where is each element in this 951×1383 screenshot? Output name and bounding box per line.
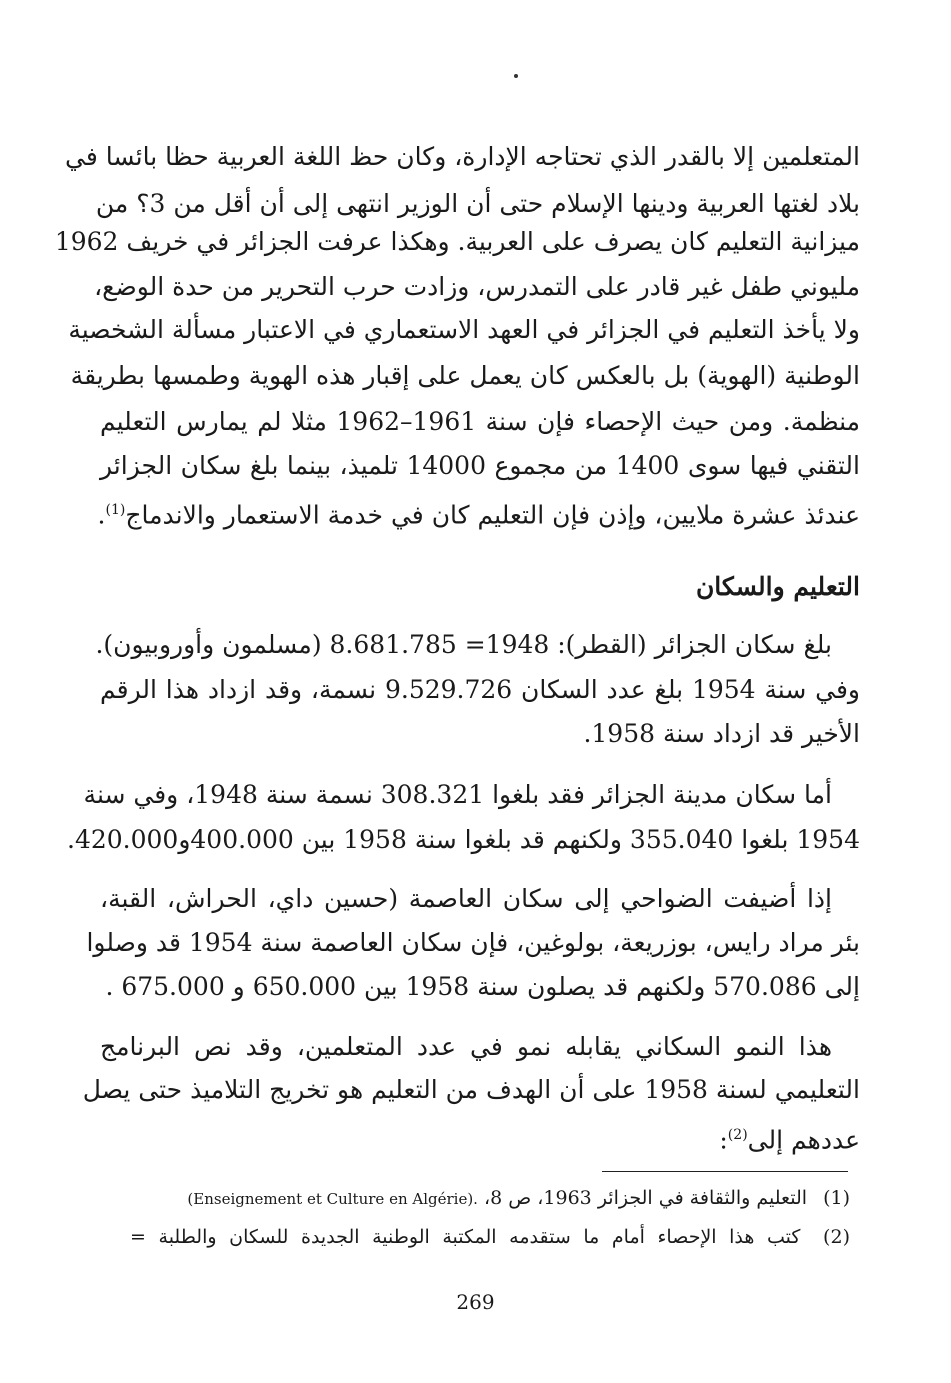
- text-line: وفي سنة 1954 بلغ عدد السكان 9.529.726 نسمة، وقد ازداد هذا الرقم: [100, 675, 860, 704]
- footnote-1: [130, 1183, 850, 1213]
- text-line-last: [97, 488, 860, 532]
- text-line: الوطنية (الهوية) بل بالعكس كان يعمل على إقبار هذه الهوية وطمسها بطريقة: [70, 361, 860, 390]
- text-line: ولا يأخذ التعليم في الجزائر في العهد الاستعماري في الاعتبار مسألة الشخصية: [68, 315, 860, 344]
- text-line: التقني فيها سوى 1400 من مجموع 14000 تلميذ، بينما بلغ سكان الجزائر: [100, 451, 860, 480]
- text-line: ميزانية التعليم كان يصرف على العربية. وهكذا عرفت الجزائر في خريف 1962: [54, 227, 860, 256]
- text-segment: عندئذ عشرة ملايين، وإذن فإن التعليم كان في خدمة الاستعمار والاندماج: [125, 500, 860, 530]
- text-line: أما سكان مدينة الجزائر فقد بلغوا 308.321 نسمة سنة 1948، وفي سنة: [83, 780, 832, 809]
- footnote-ref-2: (2): [727, 1127, 748, 1143]
- footnote-number: (2): [823, 1226, 850, 1248]
- stray-mark: [514, 74, 518, 78]
- text-line: بئر مراد رايس، بوزريعة، بولوغين، فإن سكان العاصمة سنة 1954 قد وصلوا: [86, 928, 860, 957]
- footnote-ref-1: (1): [105, 502, 126, 518]
- text-line: بلاد لغتها العربية ودينها الإسلام حتى أن الوزير انتهى إلى أن أقل من 3؟ من: [95, 189, 860, 218]
- text-line: إذا أضيفت الضواحي إلى سكان العاصمة (حسين داي، الحراش، القبة،: [100, 884, 832, 913]
- text-line: الأخير قد ازداد سنة 1958.: [583, 719, 860, 748]
- section-heading: التعليم والسكان: [695, 572, 860, 601]
- page-number: 269: [456, 1290, 495, 1314]
- text-line: منظمة. ومن حيث الإحصاء فإن سنة 1961–1962 مثلا لم يمارس التعليم: [100, 407, 861, 436]
- footnote-number: (1): [823, 1187, 850, 1209]
- end-punct: .: [97, 500, 106, 530]
- text-line: التعليمي لسنة 1958 على أن الهدف من التعليم هو تخريج التلاميذ حتى يصل: [82, 1075, 860, 1104]
- text-line: إلى 570.086 ولكنهم قد يصلون سنة 1958 بين 650.000 و 675.000 .: [105, 972, 860, 1001]
- footnote-text: التعليم والثقافة في الجزائر 1963، ص 8،: [484, 1187, 808, 1209]
- footnote-text: كتب هذا الإحصاء أمام ما ستقدمه المكتبة الوطنية الجديدة للسكان والطلبة =: [130, 1226, 801, 1248]
- text-line: المتعلمين إلا بالقدر الذي تحتاجه الإدارة، وكان حظ اللغة العربية حظا بائسا في: [65, 142, 860, 171]
- footnote-2: [130, 1222, 850, 1252]
- text-segment: عددهم إلى: [747, 1125, 860, 1155]
- text-line: بلغ سكان الجزائر (القطر): 1948= 8.681.785 (مسلمون وأوروبيون).: [95, 630, 832, 659]
- footnote-latin: (Enseignement et Culture en Algérie).: [187, 1190, 478, 1208]
- end-punct: :: [719, 1125, 728, 1155]
- text-line: مليوني طفل غير قادر على التمدرس، وزادت حرب التحرير من حدة الوضع،: [94, 272, 860, 301]
- text-line: هذا النمو السكاني يقابله نمو في عدد المتعلمين، وقد نص البرنامج: [100, 1032, 832, 1061]
- footnote-separator: [602, 1171, 848, 1172]
- text-line: 1954 بلغوا 355.040 ولكنهم قد بلغوا سنة 1958 بين 400.000و420.000.: [66, 825, 860, 854]
- text-line-last: [100, 1113, 860, 1157]
